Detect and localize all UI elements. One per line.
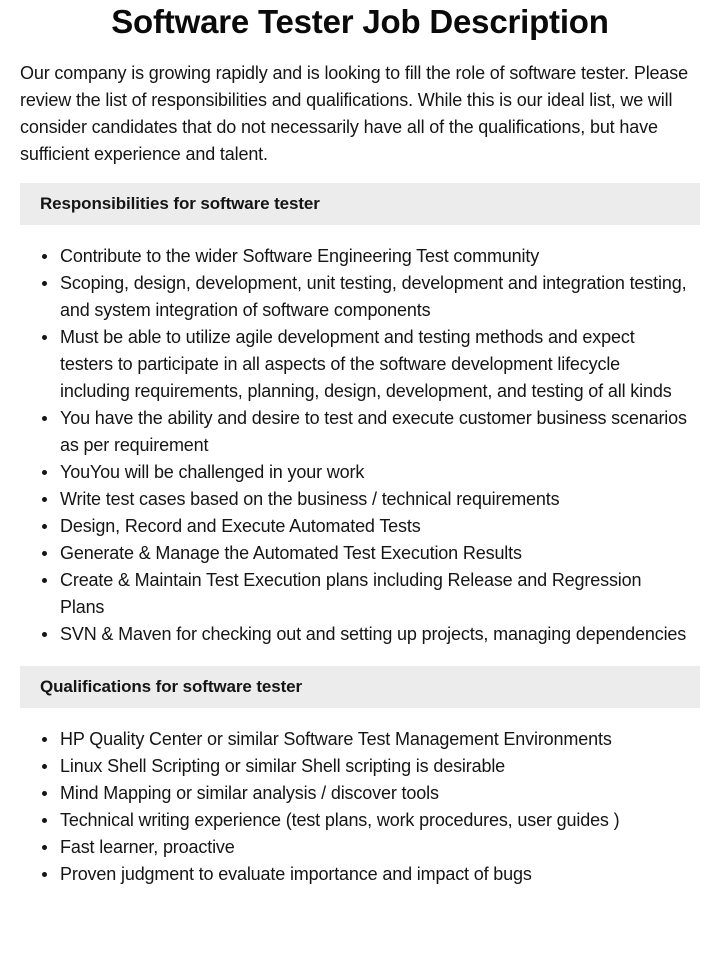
list-item-text: You have the ability and desire to test and execute customer business scenarios as per requirement (60, 408, 687, 455)
bullet-icon (42, 497, 47, 502)
bullet-icon (42, 551, 47, 556)
list-item-text: Design, Record and Execute Automated Tests (60, 516, 421, 536)
list-item (60, 834, 700, 861)
page-title: Software Tester Job Description (111, 3, 609, 40)
list-item (60, 753, 700, 780)
list-item-text: Fast learner, proactive (60, 837, 235, 857)
list-item-text: Scoping, design, development, unit testing, development and integration testing, and system integration of software components (60, 273, 687, 320)
bullet-icon (42, 845, 47, 850)
list-item-text: Create & Maintain Test Execution plans including Release and Regression Plans (60, 570, 642, 617)
list-item (60, 459, 700, 486)
section-heading: Qualifications for software tester (20, 666, 700, 708)
list-item (60, 861, 700, 888)
list-item-text: Linux Shell Scripting or similar Shell scripting is desirable (60, 756, 506, 776)
list-item-text: Mind Mapping or similar analysis / discover tools (60, 783, 439, 803)
bullet-icon (42, 872, 47, 877)
list-item (60, 513, 700, 540)
list-item (60, 567, 700, 621)
bullet-icon (42, 764, 47, 769)
list-item-text: Write test cases based on the business / technical requirements (60, 489, 560, 509)
list-item (60, 405, 700, 459)
bullet-icon (42, 632, 47, 637)
bullet-icon (42, 791, 47, 796)
list-item (60, 540, 700, 567)
bullet-icon (42, 281, 47, 286)
qualifications-list (20, 726, 700, 888)
list-item (60, 807, 700, 834)
list-item (60, 324, 700, 405)
bullet-icon (42, 524, 47, 529)
list-item (60, 486, 700, 513)
section-heading: Responsibilities for software tester (20, 183, 700, 225)
qualifications-section (20, 666, 700, 888)
bullet-icon (42, 254, 47, 259)
list-item-text: Generate & Manage the Automated Test Execution Results (60, 543, 522, 563)
bullet-icon (42, 578, 47, 583)
bullet-icon (42, 335, 47, 340)
intro-paragraph: Our company is growing rapidly and is looking to fill the role of software tester. Please review the list of responsibilities and qualifications. While this is our ideal list, we will consider candidates that do not necessarily have all of the qualifications, but have sufficient experience and talent. (20, 63, 688, 164)
list-item (60, 726, 700, 753)
list-item-text: Contribute to the wider Software Engineering Test community (60, 246, 540, 266)
list-item-text: YouYou will be challenged in your work (60, 462, 365, 482)
list-item-text: HP Quality Center or similar Software Test Management Environments (60, 729, 612, 749)
list-item-text: Technical writing experience (test plans, work procedures, user guides ) (60, 810, 620, 830)
list-item-text: SVN & Maven for checking out and setting up projects, managing dependencies (60, 624, 687, 644)
list-item (60, 780, 700, 807)
bullet-icon (42, 737, 47, 742)
responsibilities-list (20, 243, 700, 648)
list-item (60, 270, 700, 324)
bullet-icon (42, 470, 47, 475)
list-item-text: Must be able to utilize agile development and testing methods and expect testers to participate in all aspects of the software development lifecycle including requirements, planning, design, development, and testing of all kinds (60, 327, 672, 401)
list-item-text: Proven judgment to evaluate importance and impact of bugs (60, 864, 532, 884)
bullet-icon (42, 416, 47, 421)
responsibilities-section (20, 183, 700, 648)
bullet-icon (42, 818, 47, 823)
list-item (60, 243, 700, 270)
list-item (60, 621, 700, 648)
